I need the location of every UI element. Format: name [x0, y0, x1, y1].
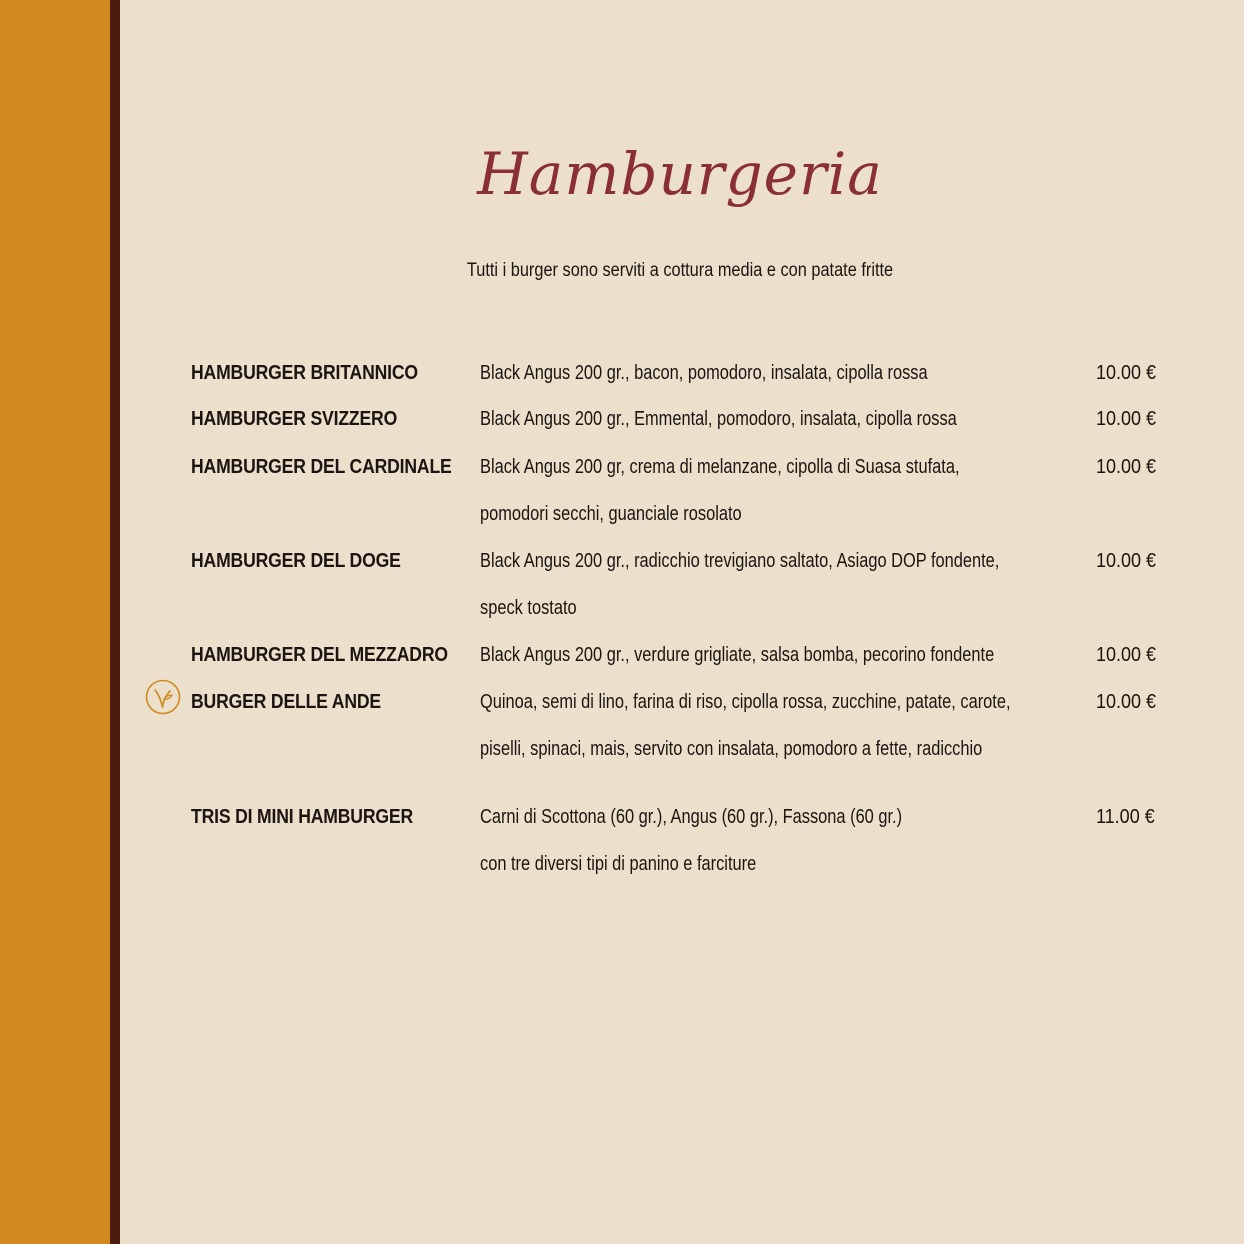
- item-name: HAMBURGER DEL MEZZADRO: [191, 644, 448, 666]
- item-description: Black Angus 200 gr., bacon, pomodoro, insalata, cipolla rossa: [480, 362, 928, 384]
- item-name: HAMBURGER SVIZZERO: [191, 408, 398, 430]
- item-description-continued: con tre diversi tipi di panino e farciture: [480, 853, 757, 875]
- item-price: 10.00 €: [1096, 456, 1157, 478]
- menu-item: [140, 691, 1200, 760]
- item-name: BURGER DELLE ANDE: [191, 691, 381, 713]
- item-price: 10.00 €: [1096, 408, 1157, 430]
- item-name: TRIS DI MINI HAMBURGER: [191, 806, 413, 828]
- vegan-leaf-icon: [145, 679, 181, 715]
- item-price: 10.00 €: [1096, 691, 1157, 713]
- item-description: Black Angus 200 gr., radicchio trevigiano saltato, Asiago DOP fondente,: [480, 550, 1000, 572]
- item-name: HAMBURGER DEL CARDINALE: [191, 456, 452, 478]
- item-name: HAMBURGER BRITANNICO: [191, 362, 418, 384]
- menu-item: [140, 456, 1200, 525]
- item-description: Black Angus 200 gr., verdure grigliate, salsa bomba, pecorino fondente: [480, 644, 995, 666]
- item-description: Carni di Scottona (60 gr.), Angus (60 gr.), Fassona (60 gr.): [480, 806, 903, 828]
- menu-item: [140, 550, 1200, 619]
- side-color-band: [0, 0, 110, 1244]
- item-description-continued: pomodori secchi, guanciale rosolato: [480, 503, 742, 525]
- item-price: 10.00 €: [1096, 644, 1157, 666]
- item-description-continued: speck tostato: [480, 597, 577, 619]
- item-description: Black Angus 200 gr, crema di melanzane, cipolla di Suasa stufata,: [480, 456, 960, 478]
- item-price: 10.00 €: [1096, 550, 1157, 572]
- menu-item: [140, 806, 1200, 875]
- item-price: 11.00 €: [1096, 806, 1155, 828]
- side-divider-rule: [110, 0, 120, 1244]
- item-description-continued: piselli, spinaci, mais, servito con insalata, pomodoro a fette, radicchio: [480, 738, 983, 760]
- item-description: Black Angus 200 gr., Emmental, pomodoro, insalata, cipolla rossa: [480, 408, 957, 430]
- menu-subtitle: Tutti i burger sono serviti a cottura media e con patate fritte: [466, 260, 894, 281]
- item-description: Quinoa, semi di lino, farina di riso, cipolla rossa, zucchine, patate, carote,: [480, 691, 1011, 713]
- item-price: 10.00 €: [1096, 362, 1157, 384]
- menu-title: Hamburgeria: [477, 140, 883, 208]
- item-name: HAMBURGER DEL DOGE: [191, 550, 401, 572]
